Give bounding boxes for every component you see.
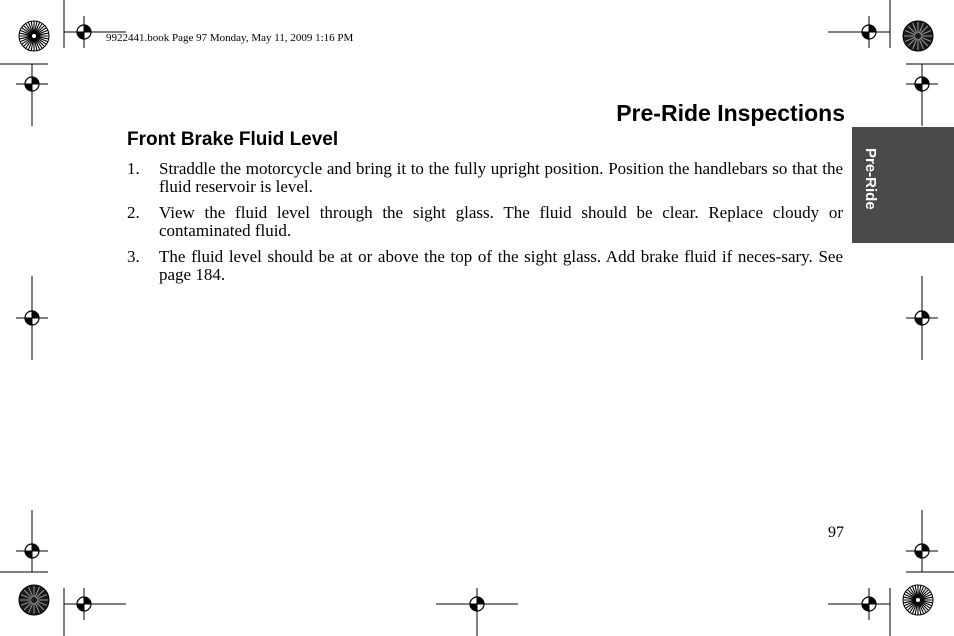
subsection-title: Front Brake Fluid Level bbox=[127, 129, 339, 150]
step-text: The fluid level should be at or above the top of the sight glass. Add brake fluid if neces-sary. See page 184. bbox=[159, 247, 843, 284]
section-title: Pre-Ride Inspections bbox=[616, 100, 845, 126]
chapter-side-tab-label: Pre-Ride bbox=[862, 148, 879, 210]
step-number: 3. bbox=[127, 247, 140, 266]
step-text: View the fluid level through the sight glass. The fluid should be clear. Replace cloudy or contaminated fluid. bbox=[159, 203, 843, 240]
list-item bbox=[127, 204, 843, 240]
inspection-steps-list bbox=[127, 160, 843, 292]
book-file-info: 9922441.book Page 97 Monday, May 11, 2009 1:16 PM bbox=[106, 32, 354, 44]
step-number: 1. bbox=[127, 159, 140, 178]
list-item bbox=[127, 248, 843, 284]
step-number: 2. bbox=[127, 203, 140, 222]
page-number: 97 bbox=[828, 524, 844, 541]
list-item bbox=[127, 160, 843, 196]
step-text: Straddle the motorcycle and bring it to the fully upright position. Position the handlebars so that the fluid reservoir is level. bbox=[159, 159, 843, 196]
